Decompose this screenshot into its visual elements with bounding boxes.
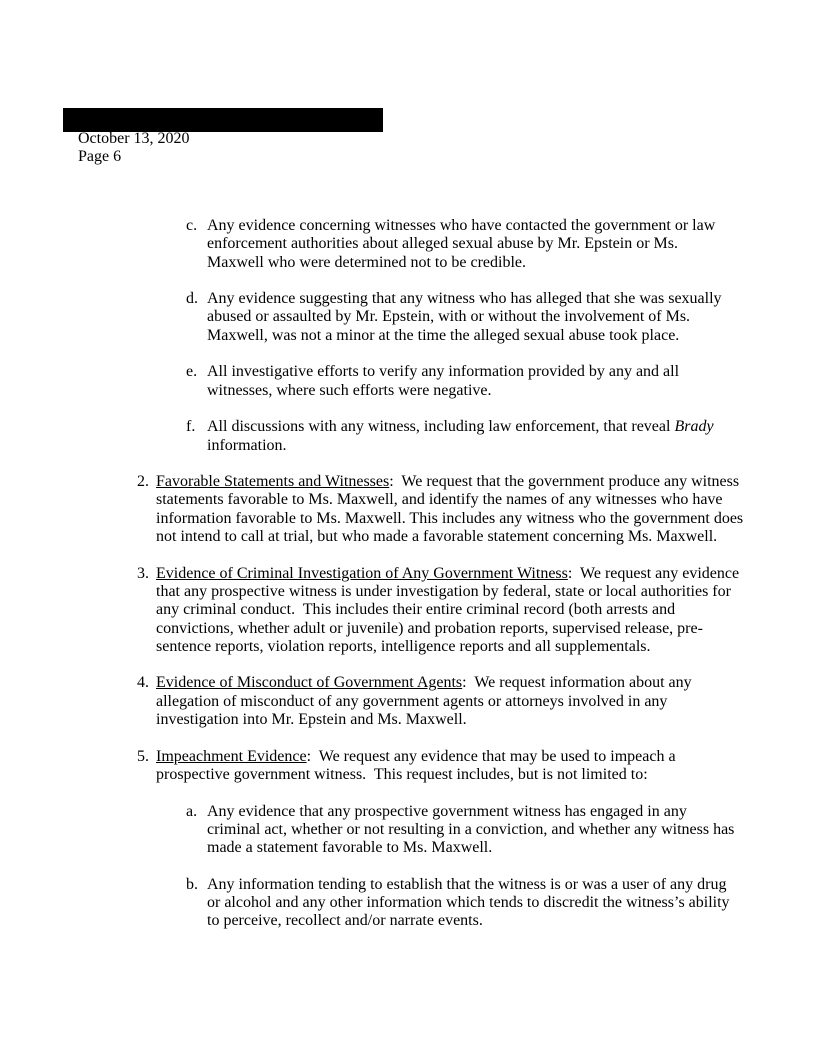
list-marker: 2. <box>137 473 149 491</box>
list-item-text: Any evidence suggesting that any witness who has alleged that she was sexually abused or assaulted by Mr. Epstein, with or without the involvement of Ms. Maxwell, was not a minor at the time the alleged sexual abuse took place. <box>207 290 726 344</box>
heading-separator: : <box>306 747 319 765</box>
request-item-text <box>156 473 748 546</box>
heading-separator: : <box>462 674 475 692</box>
request-item-text <box>156 565 745 656</box>
list-item-text <box>207 418 737 455</box>
list-marker: a. <box>186 802 198 820</box>
list-item-a <box>186 803 737 858</box>
request-item-5 <box>137 748 745 785</box>
list-marker: b. <box>186 875 198 893</box>
letter-header <box>78 130 190 167</box>
list-item-d <box>186 290 737 345</box>
request-item-3 <box>137 565 745 656</box>
request-item-text <box>156 674 745 729</box>
letter-body <box>0 217 816 949</box>
list-marker: 3. <box>137 564 149 582</box>
heading-separator: : <box>567 564 581 582</box>
list-marker: d. <box>186 290 198 308</box>
letter-date: October 13, 2020 <box>78 130 190 147</box>
case-name-italic: Brady <box>674 418 714 436</box>
list-item-text: Any evidence concerning witnesses who have contacted the government or law enforcement authorities about alleged sexual abuse by Mr. Epstein or Ms. Maxwell who were determined not to be credible. <box>207 217 720 271</box>
list-marker: 5. <box>137 747 149 765</box>
request-heading: Favorable Statements and Witnesses <box>156 473 390 491</box>
page-number: Page 6 <box>78 148 122 166</box>
request-body: We request information about any allegation of misconduct of any government agents or attorneys involved in any investigation into Mr. Epstein and Ms. Maxwell. <box>156 674 696 729</box>
list-item-c <box>186 217 737 272</box>
list-item-text: All investigative efforts to verify any information provided by any and all witnesses, where such efforts were negative. <box>207 363 684 399</box>
list-item-text: Any evidence that any prospective government witness has engaged in any criminal act, whether or not resulting in a conviction, and whether any witness has made a statement favorable to Ms. Maxwell. <box>207 802 739 857</box>
heading-separator: : <box>389 473 402 491</box>
request-heading: Evidence of Criminal Investigation of Any Government Witness <box>156 564 568 582</box>
request-body: We request that the government produce any witness statements favorable to Ms. Maxwell, and identify the names of any witnesses who have information favorable to Ms. Maxwell. This includes any witness who the government does not intend to call at trial, but who made a favorable statement concerning Ms. Maxwell. <box>156 473 748 546</box>
list-marker: 4. <box>137 674 149 692</box>
request-item-2 <box>137 473 748 546</box>
list-marker: e. <box>186 363 198 381</box>
list-item-text-pre: All discussions with any witness, including law enforcement, that reveal <box>207 418 675 436</box>
request-heading: Impeachment Evidence <box>156 747 307 765</box>
redaction-bar <box>63 108 383 132</box>
list-marker: c. <box>186 217 198 234</box>
list-item-text: Any information tending to establish that the witness is or was a user of any drug or alcohol and any other information which tends to discredit the witness’s ability to perceive, recollect and/or narrate events. <box>207 875 734 930</box>
list-marker: f. <box>186 418 196 436</box>
request-heading: Evidence of Misconduct of Government Agents <box>156 674 463 692</box>
list-item-b <box>186 876 737 931</box>
request-item-4 <box>137 674 745 729</box>
request-item-text <box>156 748 745 785</box>
list-item-f <box>186 418 737 455</box>
list-item-e <box>186 363 737 400</box>
list-item-text-post: information. <box>207 418 718 454</box>
request-body: We request any evidence that any prospective witness is under investigation by federal, state or local authorities for any criminal conduct. This includes their entire criminal record (both arrests and convictions, whether adult or juvenile) and probation reports, supervised release, pre-sentence reports, violation reports, intelligence reports and all supplementals. <box>156 564 744 655</box>
request-body: We request any evidence that may be used to impeach a prospective government witness. This request includes, but is not limited to: <box>156 747 680 783</box>
